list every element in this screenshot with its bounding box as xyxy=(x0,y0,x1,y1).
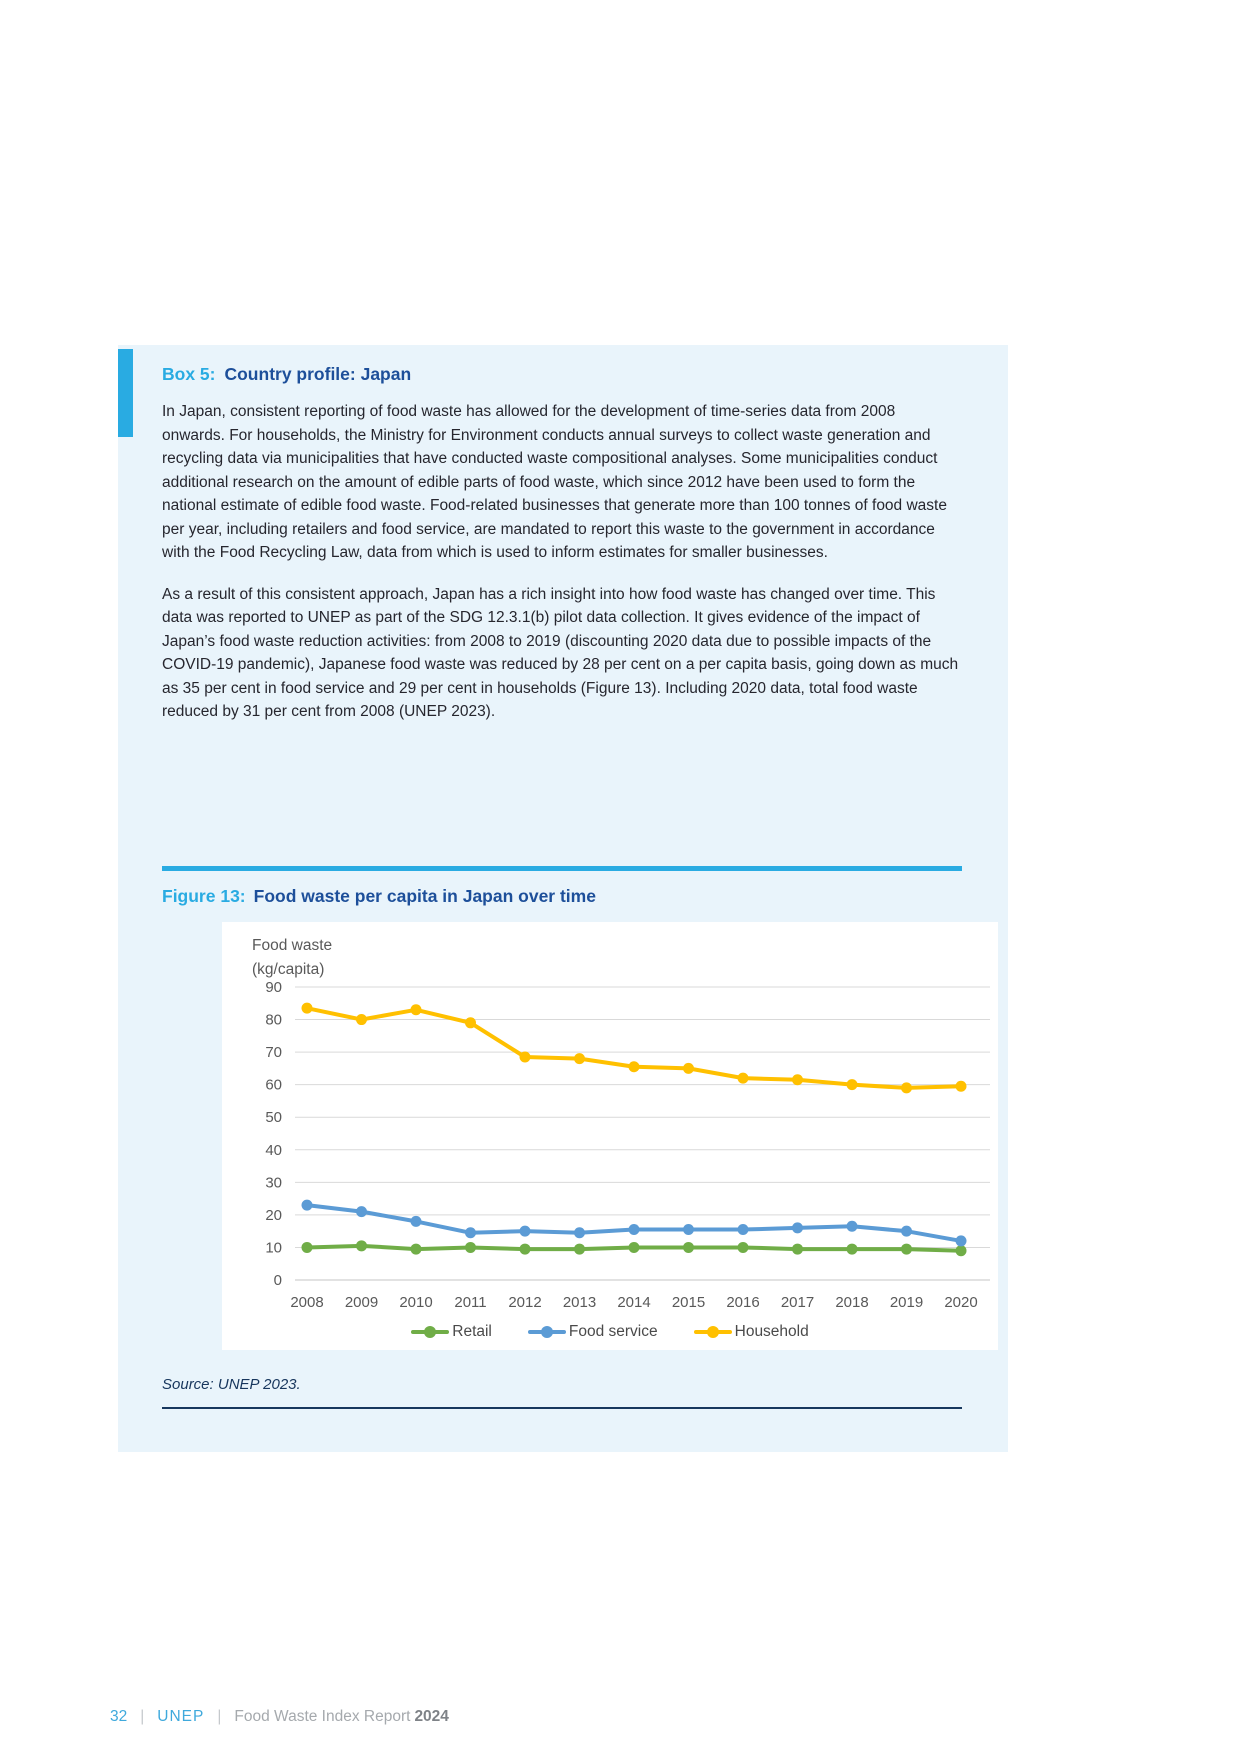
data-point xyxy=(901,1226,912,1237)
y-tick-label: 80 xyxy=(265,1011,282,1029)
data-point xyxy=(302,1242,313,1253)
y-axis-title-line-1: Food waste xyxy=(252,937,333,954)
x-tick-label: 2011 xyxy=(454,1294,487,1311)
x-tick-label: 2018 xyxy=(835,1294,869,1311)
page-number: 32 xyxy=(110,1708,128,1725)
y-tick-label: 0 xyxy=(273,1272,282,1289)
legend-item-retail xyxy=(411,1323,492,1341)
chart-panel xyxy=(222,922,998,1350)
data-point xyxy=(956,1245,967,1256)
figure-divider xyxy=(162,866,962,871)
y-axis-title xyxy=(252,934,332,982)
data-point xyxy=(574,1053,585,1064)
y-tick-label: 40 xyxy=(265,1141,282,1159)
data-point xyxy=(956,1235,967,1246)
legend-item-food-service xyxy=(528,1323,658,1341)
x-tick-label: 2009 xyxy=(344,1294,379,1311)
data-point xyxy=(792,1244,803,1255)
data-point xyxy=(792,1074,803,1085)
footer-brand: UNEP xyxy=(157,1708,205,1725)
data-point xyxy=(302,1200,313,1211)
data-point xyxy=(356,1240,367,1251)
data-point xyxy=(629,1242,640,1253)
series-line-food-service xyxy=(307,1205,961,1241)
data-point xyxy=(356,1206,367,1217)
legend-label: Retail xyxy=(452,1323,492,1340)
data-point xyxy=(683,1063,694,1074)
data-point xyxy=(411,1244,422,1255)
data-point xyxy=(792,1222,803,1233)
x-tick-label: 2010 xyxy=(399,1294,433,1311)
data-point xyxy=(302,1003,313,1014)
box-heading xyxy=(162,362,964,386)
y-axis-title-line-2: (kg/capita) xyxy=(252,961,325,978)
data-point xyxy=(520,1051,531,1062)
figure-chart-svg xyxy=(222,922,998,1314)
data-point xyxy=(411,1216,422,1227)
footer-separator-2: | xyxy=(217,1708,222,1725)
data-point xyxy=(738,1224,749,1235)
legend-label: Food service xyxy=(568,1323,658,1340)
data-point xyxy=(574,1227,585,1238)
legend-swatch xyxy=(694,1330,732,1334)
x-tick-label: 2016 xyxy=(726,1294,760,1311)
y-tick-label: 30 xyxy=(265,1174,282,1192)
x-tick-label: 2012 xyxy=(508,1294,542,1311)
legend-marker-dot xyxy=(424,1326,436,1338)
y-tick-label: 60 xyxy=(265,1076,282,1094)
figure-block xyxy=(162,866,978,1409)
data-point xyxy=(683,1224,694,1235)
data-point xyxy=(738,1073,749,1084)
footer-separator: | xyxy=(140,1708,145,1725)
country-profile-box xyxy=(118,345,1008,1452)
y-tick-label: 70 xyxy=(265,1044,282,1062)
y-tick-label: 20 xyxy=(265,1206,282,1224)
data-point xyxy=(520,1226,531,1237)
figure-caption xyxy=(162,884,964,908)
y-tick-label: 90 xyxy=(265,979,282,996)
figure-title: Food waste per capita in Japan over time xyxy=(253,886,596,906)
data-point xyxy=(465,1227,476,1238)
legend-swatch xyxy=(411,1330,449,1334)
box-accent-bar xyxy=(118,349,133,437)
data-point xyxy=(738,1242,749,1253)
footer-report-title: Food Waste Index Report xyxy=(234,1708,411,1725)
box-content xyxy=(162,345,964,724)
x-tick-label: 2014 xyxy=(617,1294,651,1311)
x-tick-label: 2015 xyxy=(671,1294,706,1311)
x-tick-label: 2013 xyxy=(562,1294,597,1311)
data-point xyxy=(847,1244,858,1255)
chart-legend xyxy=(222,1314,998,1350)
legend-label: Household xyxy=(734,1323,809,1340)
data-point xyxy=(520,1244,531,1255)
data-point xyxy=(683,1242,694,1253)
footer-report-name xyxy=(234,1708,449,1726)
footer-report-year: 2024 xyxy=(414,1708,449,1725)
legend-marker-dot xyxy=(707,1326,719,1338)
figure-source: Source: UNEP 2023. xyxy=(162,1376,301,1393)
page-footer xyxy=(110,1708,449,1726)
y-tick-label: 10 xyxy=(265,1239,282,1257)
box-label: Box 5: xyxy=(162,364,216,384)
data-point xyxy=(574,1244,585,1255)
legend-marker-dot xyxy=(541,1326,553,1338)
data-point xyxy=(847,1221,858,1232)
legend-item-household xyxy=(694,1323,809,1341)
x-tick-label: 2017 xyxy=(780,1294,815,1311)
series-line-household xyxy=(307,1008,961,1088)
y-tick-label: 50 xyxy=(265,1109,282,1127)
x-tick-label: 2008 xyxy=(290,1294,324,1311)
box-paragraph-2: As a result of this consistent approach, Japan has a rich insight into how food waste has changed over time. This data was reported to UNEP as part of the SDG 12.3.1(b) pilot data collection. It gives evidence of the impact of Japan’s food waste reduction activities: from 2008 to 2019 (discounting 2020 data due to possible impacts of the COVID-19 pandemic), Japanese food waste was reduced by 28 per cent on a per capita basis, going down as much as 35 per cent in food service and 29 per cent in households (Figure 13). Including 2020 data, total food waste reduced by 31 per cent from 2008 (UNEP 2023). xyxy=(162,585,959,720)
data-point xyxy=(465,1017,476,1028)
data-point xyxy=(956,1081,967,1092)
data-point xyxy=(465,1242,476,1253)
box-paragraph-1: In Japan, consistent reporting of food waste has allowed for the development of time-series data from 2008 onwards. For households, the Ministry for Environment conducts annual surveys to collect waste generation and recycling data via municipalities that have conducted waste compositional analyses. Some municipalities conduct additional research on the amount of edible parts of food waste, which since 2012 have been used to form the national estimate of edible food waste. Food-related businesses that generate more than 100 tonnes of food waste per year, including retailers and food service, are mandated to report this waste to the government in accordance with the Food Recycling Law, data from which is used to inform estimates for smaller businesses. xyxy=(162,403,947,561)
data-point xyxy=(847,1079,858,1090)
data-point xyxy=(901,1082,912,1093)
figure-label: Figure 13: xyxy=(162,886,246,906)
legend-swatch xyxy=(528,1330,566,1334)
data-point xyxy=(411,1004,422,1015)
data-point xyxy=(629,1224,640,1235)
box-bottom-rule xyxy=(162,1407,962,1409)
x-tick-label: 2019 xyxy=(889,1294,924,1311)
data-point xyxy=(629,1061,640,1072)
data-point xyxy=(356,1014,367,1025)
data-point xyxy=(901,1244,912,1255)
box-title: Country profile: Japan xyxy=(224,364,412,384)
x-tick-label: 2020 xyxy=(944,1294,978,1311)
